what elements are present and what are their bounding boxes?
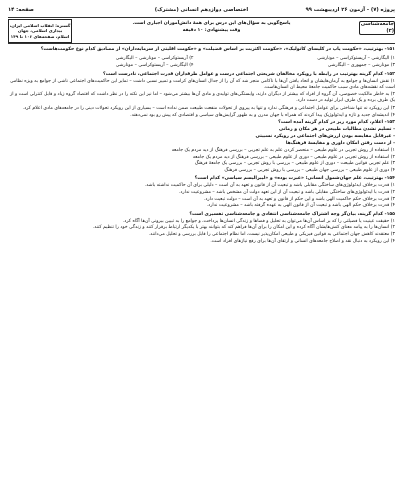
top-divider [8,17,395,18]
options [10,183,395,209]
option[interactable]: ۲) استفاده از روش تجربی در علوم طبیعی – دوری از علوم طبیعی – بررسی فرهنگ از دید مردم یک جامعه [192,154,395,160]
subject-box: جامعه‌شناسی (۳) [360,21,394,34]
statement-line: - تسلیم نشدن مطالبات طبیعی در هر مکان و زمانی [279,127,395,133]
option[interactable]: ۴) اندیشه‌ای جدید و تازه و ایدئولوژیک پیدا کردند که همراه با جهان مدرن و به ظهور گرایش‌های سیاسی و اقتصادی که پیش رو بود نمی‌دهند. [130,112,395,118]
question-stem: ۱۵۳- اعلام، کدام مورد زیر در کدام گزینه آمده است؟ [278,119,395,125]
exam-section-title: اختصاصی دوازدهم انسانی (مشترک) [154,7,249,14]
options [10,55,395,69]
subject-instructions [80,21,343,35]
statement-line: - غیرقابل مقایسه بودن ارزش‌های اجتماعی در رویکرد نسبیتی [255,133,395,139]
option[interactable]: ۴) قدرت برخلاف حکم الهی باشد و تبعیت آن از قانون الهی به عهده گرفته باشد – مشروعیت ندارد. [206,203,395,209]
option[interactable]: ۳) این رویکرد نه تنها شناختی برای عوامل اجتماعی و فرهنگی ندارد و تنها به پیروی از تحولات منفعت طبیعت ضمن نداده است – بسیاری از این رویکرد تحولات دینی را در جامعه‌های مادی اعلام کرد. [22,105,395,111]
header-divider [8,43,395,44]
question-151 [10,47,395,70]
statement-line: - از دست رفتن امکان داوری و مقایسهٔ فرهنگ‌ها [285,140,395,146]
scope-line: گستره: انقلاب اسلامی ایران، [9,22,71,28]
option[interactable]: ۳) قدرت برخلاف حکم حاکمیت الهی باشد و این حکم از قانون و تعهد به آن است – دولت تبعیت دارد. [203,196,395,202]
option[interactable]: ۱) قدرت برخلاف ایدئولوژی‌های ساختگی مقابلی باشد و تبعیت آن از قانون و تعهد به آن است – دلیلی برای آن حاکمیت نداشته باشد. [144,183,395,189]
question-154 [10,176,395,209]
option[interactable]: ۱) استفاده از روش تجربی در علوم طبیعی – منحصر کردن علم به علم تجربی – بررسی فرهنگ از دید مردم یک جامعه [171,147,395,153]
option[interactable]: ۲) به خاطر مالکیت خصوصی، آن گروه از افراد که بیشتر از دیگران دارند، وابستگی‌های تولیدی و مادی آن‌ها بیشتر می‌شود – اما نیز این نکته را در نظر داشت که اقتصاد گروه زیاد و قابل کنترلی است و از یک طرف برده و یک طرف ابزار تولید در دست دارد. [10,92,395,104]
option[interactable]: ۱) حقیقت عینیت یا فضیلتی را که بر اساس آن‌ها می‌توان به تحلیل و فضاها و زندگی انسان‌ها پرداخت، و جوامع را به تبیین بیرونی آن‌ها آگاه کرد. [122,218,395,224]
option[interactable]: ۱) الیگارشی – آریستوکراسی – مونارشی [317,55,395,61]
scope-box [8,19,72,43]
option[interactable]: ۳) علم تجربی قوانین طبیعت – دوری از علوم طبیعی – بررسی با روش تجربی – بررسی یک جامعهٔ فرهنگ [194,161,395,167]
exam-project-label: پروژه (۷) - آزمون ۲۶ اردیبهشت ۹۹ [305,7,395,14]
question-stem: ۱۵۲- کدام گزینه بهترتیب در رابطه با رویکرد مخالفان شریعتی اجتماعی درست و عوامل طرفداران قدرت اجتماعی، نادرست است؟ [103,71,395,77]
scope-line: اسلام، صفحه‌های ۱۰۶ تا ۱۳۹ [10,33,70,39]
option[interactable]: ۴) این رویکرد به دنبال نقد و اصلاح جامعه‌های انسانی و ارتقای آن‌ها برای رفع نیازهای افراد است. [210,238,395,244]
options [10,219,395,245]
suggested-time: وقت پیشنهادی: ۱۰ دقیقه [182,27,241,33]
option[interactable]: ۲) انسان‌ها را به پیامد معنای کنش‌هایشان آگاه کرده و این امکان را برای آن‌ها فراهم کند که بتوانند بهتر با یکدیگر ارتباط برقرار کنند و زندگی خود را تنظیم کنند. [92,225,395,231]
option[interactable]: ۲) آریستوکراسی – مونارشی – الیگارشی [115,55,194,61]
question-152 [10,72,395,119]
option[interactable]: ۲) قدرت با ایدئولوژی‌های ساختگی مقابلی باشد و تبعیت آن از این تعهد دولت آن مشخص باشد – مشروعیت ندارد. [178,189,395,195]
question-155 [10,212,395,245]
options [10,148,395,174]
option[interactable]: ۳) مونارشی – جمهوری – الیگارشی [327,62,395,68]
option[interactable]: ۴) الیگارشی – آریستوکراسی – مونارشی [115,62,194,68]
instruction-line: پاسخ‌گویی به سؤال‌های این درس برای همهٔ دانش‌آموزان اجباری است. [132,21,291,26]
question-stem: ۱۵۱- بهترتیب، «حکومت پاپ در کلیسای کاتولیک»، «حکومت اکثریت بر اساس فضیلت» و «حکومت اقلیتی از سرمایه‌داران» از مصادیق کدام نوع حکومت‌هاست؟ [40,47,395,52]
page-number: صفحه: ۱۴ [8,7,34,14]
page-top-line [8,6,395,16]
question-153 [10,120,395,174]
question-stem: ۱۵۴- بهترتیب، علم جهان‌شمول انسانی؛ «عبرت بوده» و «لیبرالیسم سیاسی» کدام است؟ [194,176,395,182]
option[interactable]: ۱) نقش انسان‌ها و جوامع به آرمان‌هایشان و اتحاد یافتن آن‌ها با ناکامی منجر شد که آن را از جدال انسان‌های کرامت و تمییز نسبی داشت – تمایز این حاکمیت‌های اجتماعی ناشی از جوامع به ویژه نظامی است که نقشه‌های مادی سبب حاکمیت جامعهٔ محیط ان انسان‌هاست. [10,78,395,90]
subject-header [8,19,395,41]
option[interactable]: ۴) دوری از علوم طبیعی – بررسی جهان طبیعی – بررسی با روش تجربی – بررسی فرهنگ [224,167,395,173]
scope-line: بیداری اسلامی، جهان [17,28,63,34]
questions [10,46,395,247]
question-stem: ۱۵۵- کدام گزینه، بیان‌گر وجه اشتراک جامعه‌شناسی انتقادی و جامعه‌شناسی تفسیری است؟ [189,211,395,217]
option[interactable]: ۳) معتقدند کاهش جهان اجتماعی به قوانین فیزیکی و طبیعی امکان‌پذیر نیست، اما نظام اجتماعی را قابل بررسی و تحلیل می‌دانند. [148,232,395,238]
